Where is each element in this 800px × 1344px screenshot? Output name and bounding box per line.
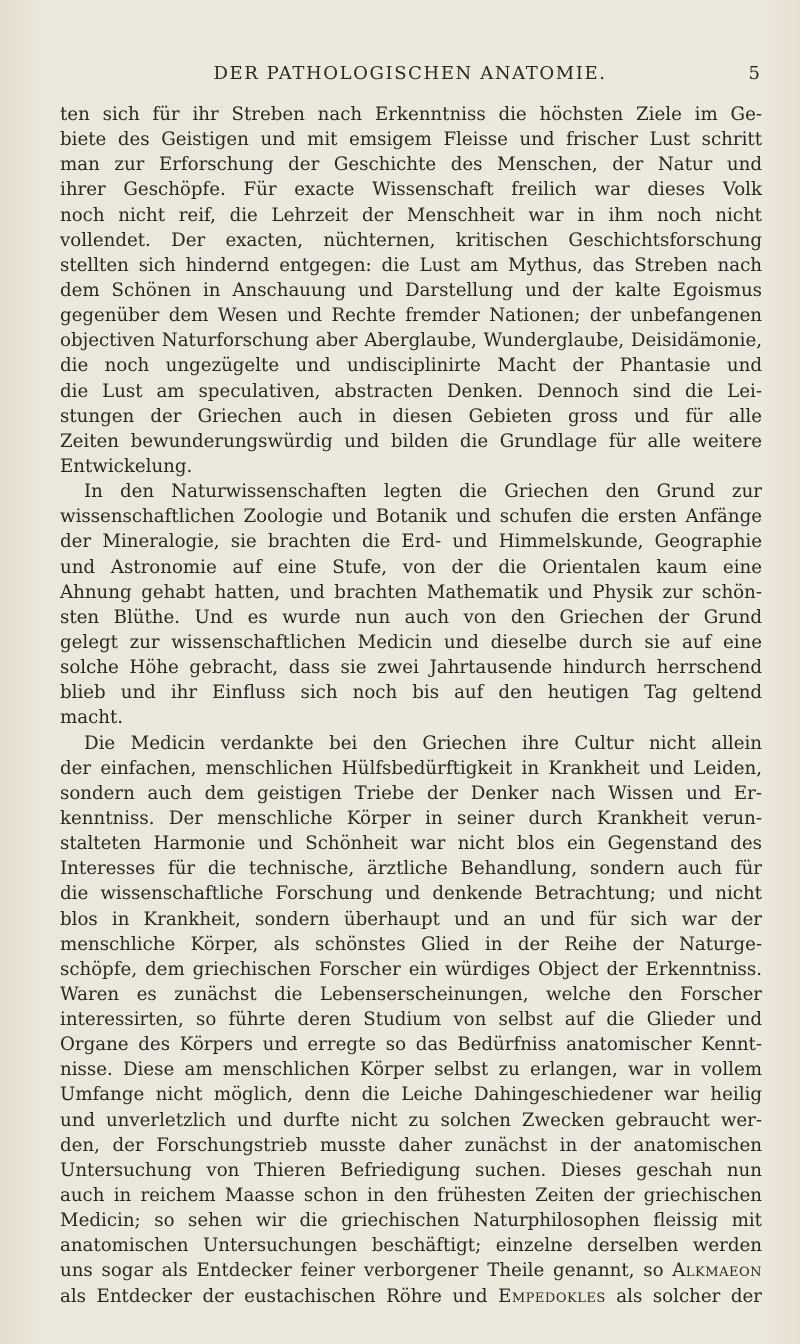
text-line: Waren es zunächst die Lebenserscheinungen, welche den Forscher bbox=[60, 983, 762, 1005]
text-line: In den Naturwissenschaften legten die Griechen den Grund zur bbox=[84, 481, 762, 503]
text-line: blieb und ihr Einfluss sich noch bis auf den heutigen Tag geltend bbox=[60, 682, 762, 704]
text-line: die wissenschaftliche Forschung und denkende Betrachtung; und nicht bbox=[60, 883, 762, 905]
text-line: menschliche Körper, als schönstes Glied in der Reihe der Naturge- bbox=[60, 933, 762, 955]
text-line: sten Blüthe. Und es wurde nun auch von den Griechen der Grund bbox=[60, 606, 762, 628]
text-line: kenntniss. Der menschliche Körper in seiner durch Krankheit verun- bbox=[60, 807, 762, 829]
text-line: Untersuchung von Thieren Befriedigung suchen. Dieses geschah nun bbox=[60, 1159, 762, 1181]
text-line: stellten sich hindernd entgegen: die Lust am Mythus, das Streben nach bbox=[60, 254, 762, 276]
text-line: biete des Geistigen und mit emsigem Fleisse und frischer Lust schritt bbox=[60, 129, 762, 151]
text-line: der Mineralogie, sie brachten die Erd- und Himmelskunde, Geographie bbox=[60, 531, 762, 553]
text-line: Ahnung gehabt hatten, und brachten Mathematik und Physik zur schön- bbox=[60, 581, 762, 603]
name-empedokles: Empedokles bbox=[498, 1285, 606, 1307]
text-line: der einfachen, menschlichen Hülfsbedürftigkeit in Krankheit und Leiden, bbox=[60, 757, 762, 779]
text-line: objectiven Naturforschung aber Aberglaube, Wunderglaube, Deisidämonie, bbox=[60, 330, 762, 352]
text-line: man zur Erforschung der Geschichte des Menschen, der Natur und bbox=[60, 154, 762, 176]
text-line: anatomischen Untersuchungen beschäftigt; einzelne derselben werden bbox=[60, 1235, 762, 1257]
text-line bbox=[60, 1284, 762, 1309]
text-line: noch nicht reif, die Lehrzeit der Menschheit war in ihm noch nicht bbox=[60, 204, 762, 226]
text-line: stalteten Harmonie und Schönheit war nicht blos ein Gegenstand des bbox=[60, 833, 762, 855]
text-line: schöpfe, dem griechischen Forscher ein würdiges Object der Erkenntniss. bbox=[60, 958, 762, 980]
text-line: gelegt zur wissenschaftlichen Medicin und dieselbe durch sie auf eine bbox=[60, 631, 762, 653]
text-segment: als solcher der bbox=[616, 1285, 762, 1307]
page-header bbox=[60, 63, 760, 93]
text-line: blos in Krankheit, sondern überhaupt und an und für sich war der bbox=[60, 908, 762, 930]
text-line: sondern auch dem geistigen Triebe der Denker nach Wissen und Er- bbox=[60, 782, 762, 804]
body-text bbox=[60, 102, 762, 1309]
text-line: interessirten, so führte deren Studium von selbst auf die Glieder und bbox=[60, 1009, 762, 1031]
text-line: wissenschaftlichen Zoologie und Botanik und schufen die ersten Anfänge bbox=[60, 506, 762, 528]
text-line: die Lust am speculativen, abstracten Denken. Dennoch sind die Lei- bbox=[60, 380, 762, 402]
text-segment: als Entdecker der eustachischen Röhre und bbox=[60, 1285, 488, 1307]
text-line: Organe des Körpers und erregte so das Bedürfniss anatomischer Kennt- bbox=[60, 1034, 762, 1056]
text-line: macht. bbox=[60, 707, 124, 729]
text-line: stungen der Griechen auch in diesen Gebieten gross und für alle bbox=[60, 405, 762, 427]
text-line: Interesses für die technische, ärztliche Behandlung, sondern auch für bbox=[60, 858, 762, 880]
text-line: vollendet. Der exacten, nüchternen, kritischen Geschichtsforschung bbox=[60, 229, 762, 251]
text-line: nisse. Diese am menschlichen Körper selbst zu erlangen, war in vollem bbox=[60, 1059, 762, 1081]
text-line: dem Schönen in Anschauung und Darstellung und der kalte Egoismus bbox=[60, 279, 762, 301]
text-line: solche Höhe gebracht, dass sie zwei Jahrtausende hindurch herrschend bbox=[60, 657, 762, 679]
text-line bbox=[60, 1258, 762, 1283]
text-segment: uns sogar als Entdecker feiner verborgener Theile genannt, so bbox=[60, 1260, 664, 1282]
text-line: Entwickelung. bbox=[60, 455, 193, 477]
text-line: die noch ungezügelte und undisciplinirte Macht der Phantasie und bbox=[60, 355, 762, 377]
text-line: ihrer Geschöpfe. Für exacte Wissenschaft freilich war dieses Volk bbox=[60, 179, 762, 201]
name-alkmaeon: Alkmaeon bbox=[672, 1260, 762, 1282]
text-line: den, der Forschungstrieb musste daher zunächst in der anatomischen bbox=[60, 1134, 762, 1156]
running-title: DER PATHOLOGISCHEN ANATOMIE. bbox=[213, 63, 607, 84]
text-line: Zeiten bewunderungswürdig und bilden die Grundlage für alle weitere bbox=[60, 430, 762, 452]
text-line: und Astronomie auf eine Stufe, von der die Orientalen kaum eine bbox=[60, 556, 762, 578]
text-line: ten sich für ihr Streben nach Erkenntniss die höchsten Ziele im Ge- bbox=[60, 104, 762, 125]
page-number: 5 bbox=[748, 63, 760, 84]
text-line: Medicin; so sehen wir die griechischen Naturphilosophen fleissig mit bbox=[60, 1210, 762, 1232]
text-line: Umfange nicht möglich, denn die Leiche Dahingeschiedener war heilig bbox=[60, 1084, 762, 1106]
text-line: und unverletzlich und durfte nicht zu solchen Zwecken gebraucht wer- bbox=[60, 1109, 762, 1131]
text-line: Die Medicin verdankte bei den Griechen ihre Cultur nicht allein bbox=[84, 732, 762, 754]
text-line: auch in reichem Maasse schon in den frühesten Zeiten der griechischen bbox=[60, 1185, 762, 1207]
text-line: gegenüber dem Wesen und Rechte fremder Nationen; der unbefangenen bbox=[60, 305, 762, 327]
